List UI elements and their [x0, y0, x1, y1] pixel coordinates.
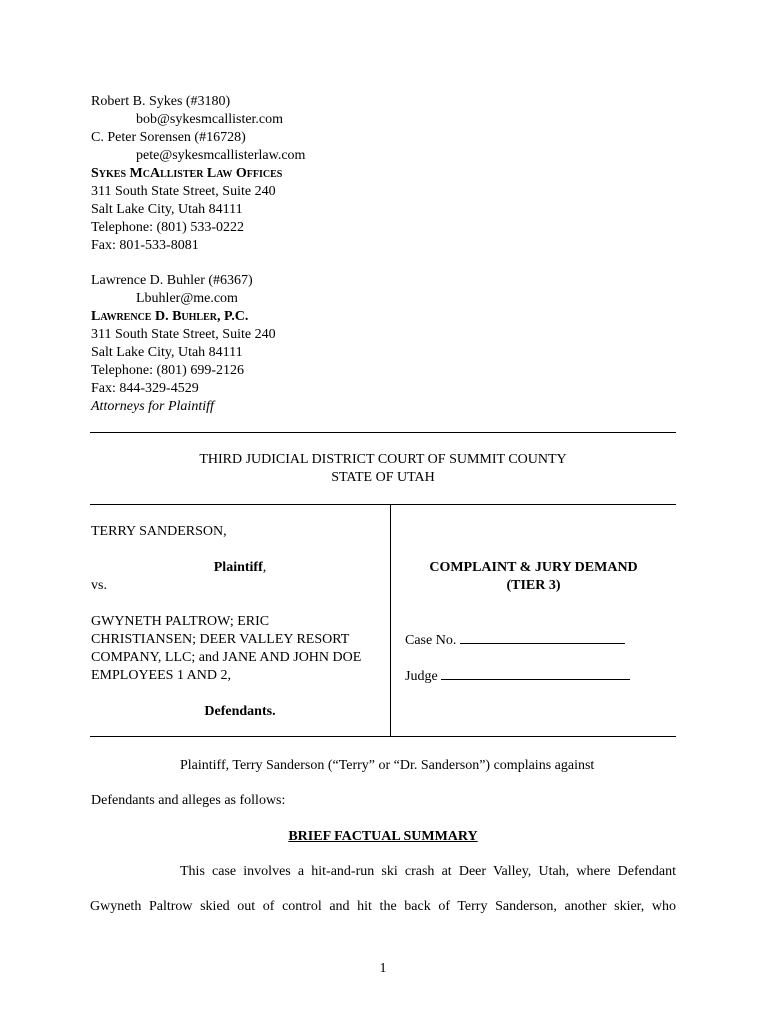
plaintiff-label: [90, 559, 390, 577]
case-number-field: [460, 631, 625, 644]
document-tier: (TIER 3): [506, 578, 561, 593]
attorney2-email: pete@sykesmcallisterlaw.com: [136, 148, 306, 163]
judge-field: [441, 667, 630, 680]
plaintiff-label-comma: ,: [262, 560, 267, 575]
para1-line1: This case involves a hit-and-run ski crash at Deer Valley, Utah, where Defendant: [180, 864, 676, 879]
firm2-address1: 311 South State Street, Suite 240: [91, 327, 276, 342]
case-number-label: Case No.: [405, 633, 457, 648]
caption-vertical-rule: [390, 505, 391, 737]
defendants-line4: EMPLOYEES 1 AND 2,: [91, 668, 232, 683]
firm1-address1: 311 South State Street, Suite 240: [91, 184, 276, 199]
defendants-label: Defendants.: [204, 704, 276, 719]
divider-top: [90, 432, 676, 433]
firm2-name: Lawrence D. Buhler, P.C.: [91, 309, 249, 324]
firm1-name: Sykes McAllister Law Offices: [91, 166, 283, 181]
page-number: 1: [379, 961, 387, 976]
attorney3-name: Lawrence D. Buhler (#6367): [91, 273, 253, 288]
judge: [405, 667, 630, 685]
defendants-line3: COMPANY, LLC; and JANE AND JOHN DOE: [91, 650, 362, 665]
court-state: STATE OF UTAH: [331, 470, 435, 485]
attorney1-email: bob@sykesmcallister.com: [136, 112, 284, 127]
section-heading: BRIEF FACTUAL SUMMARY: [288, 829, 478, 844]
judge-label: Judge: [405, 669, 438, 684]
caption-bottom-rule: [90, 736, 676, 737]
versus: vs.: [91, 578, 107, 593]
firm2-fax: Fax: 844-329-4529: [91, 381, 199, 396]
firm2-address2: Salt Lake City, Utah 84111: [91, 345, 243, 360]
case-number: [405, 631, 625, 649]
defendants-line1: GWYNETH PALTROW; ERIC: [91, 614, 270, 629]
attorney1-name: Robert B. Sykes (#3180): [91, 94, 231, 109]
document-title: COMPLAINT & JURY DEMAND: [429, 560, 638, 575]
court-name: THIRD JUDICIAL DISTRICT COURT OF SUMMIT COUNTY: [199, 452, 567, 467]
intro-line1: Plaintiff, Terry Sanderson (“Terry” or “Dr. Sanderson”) complains against: [180, 758, 595, 773]
firm1-fax: Fax: 801-533-8081: [91, 238, 199, 253]
defendants-line2: CHRISTIANSEN; DEER VALLEY RESORT: [91, 632, 350, 647]
attorney2-name: C. Peter Sorensen (#16728): [91, 130, 246, 145]
firm1-address2: Salt Lake City, Utah 84111: [91, 202, 243, 217]
intro-line2: Defendants and alleges as follows:: [91, 793, 286, 808]
caption-top-rule: [90, 504, 676, 505]
plaintiff-name: TERRY SANDERSON,: [91, 524, 227, 539]
attorney3-email: Lbuhler@me.com: [136, 291, 238, 306]
para1-line2: Gwyneth Paltrow skied out of control and hit the back of Terry Sanderson, another skier, who: [90, 899, 676, 914]
plaintiff-label-text: Plaintiff: [213, 560, 263, 575]
attorneys-role: Attorneys for Plaintiff: [91, 399, 214, 414]
firm1-phone: Telephone: (801) 533-0222: [91, 220, 244, 235]
firm2-phone: Telephone: (801) 699-2126: [91, 363, 244, 378]
